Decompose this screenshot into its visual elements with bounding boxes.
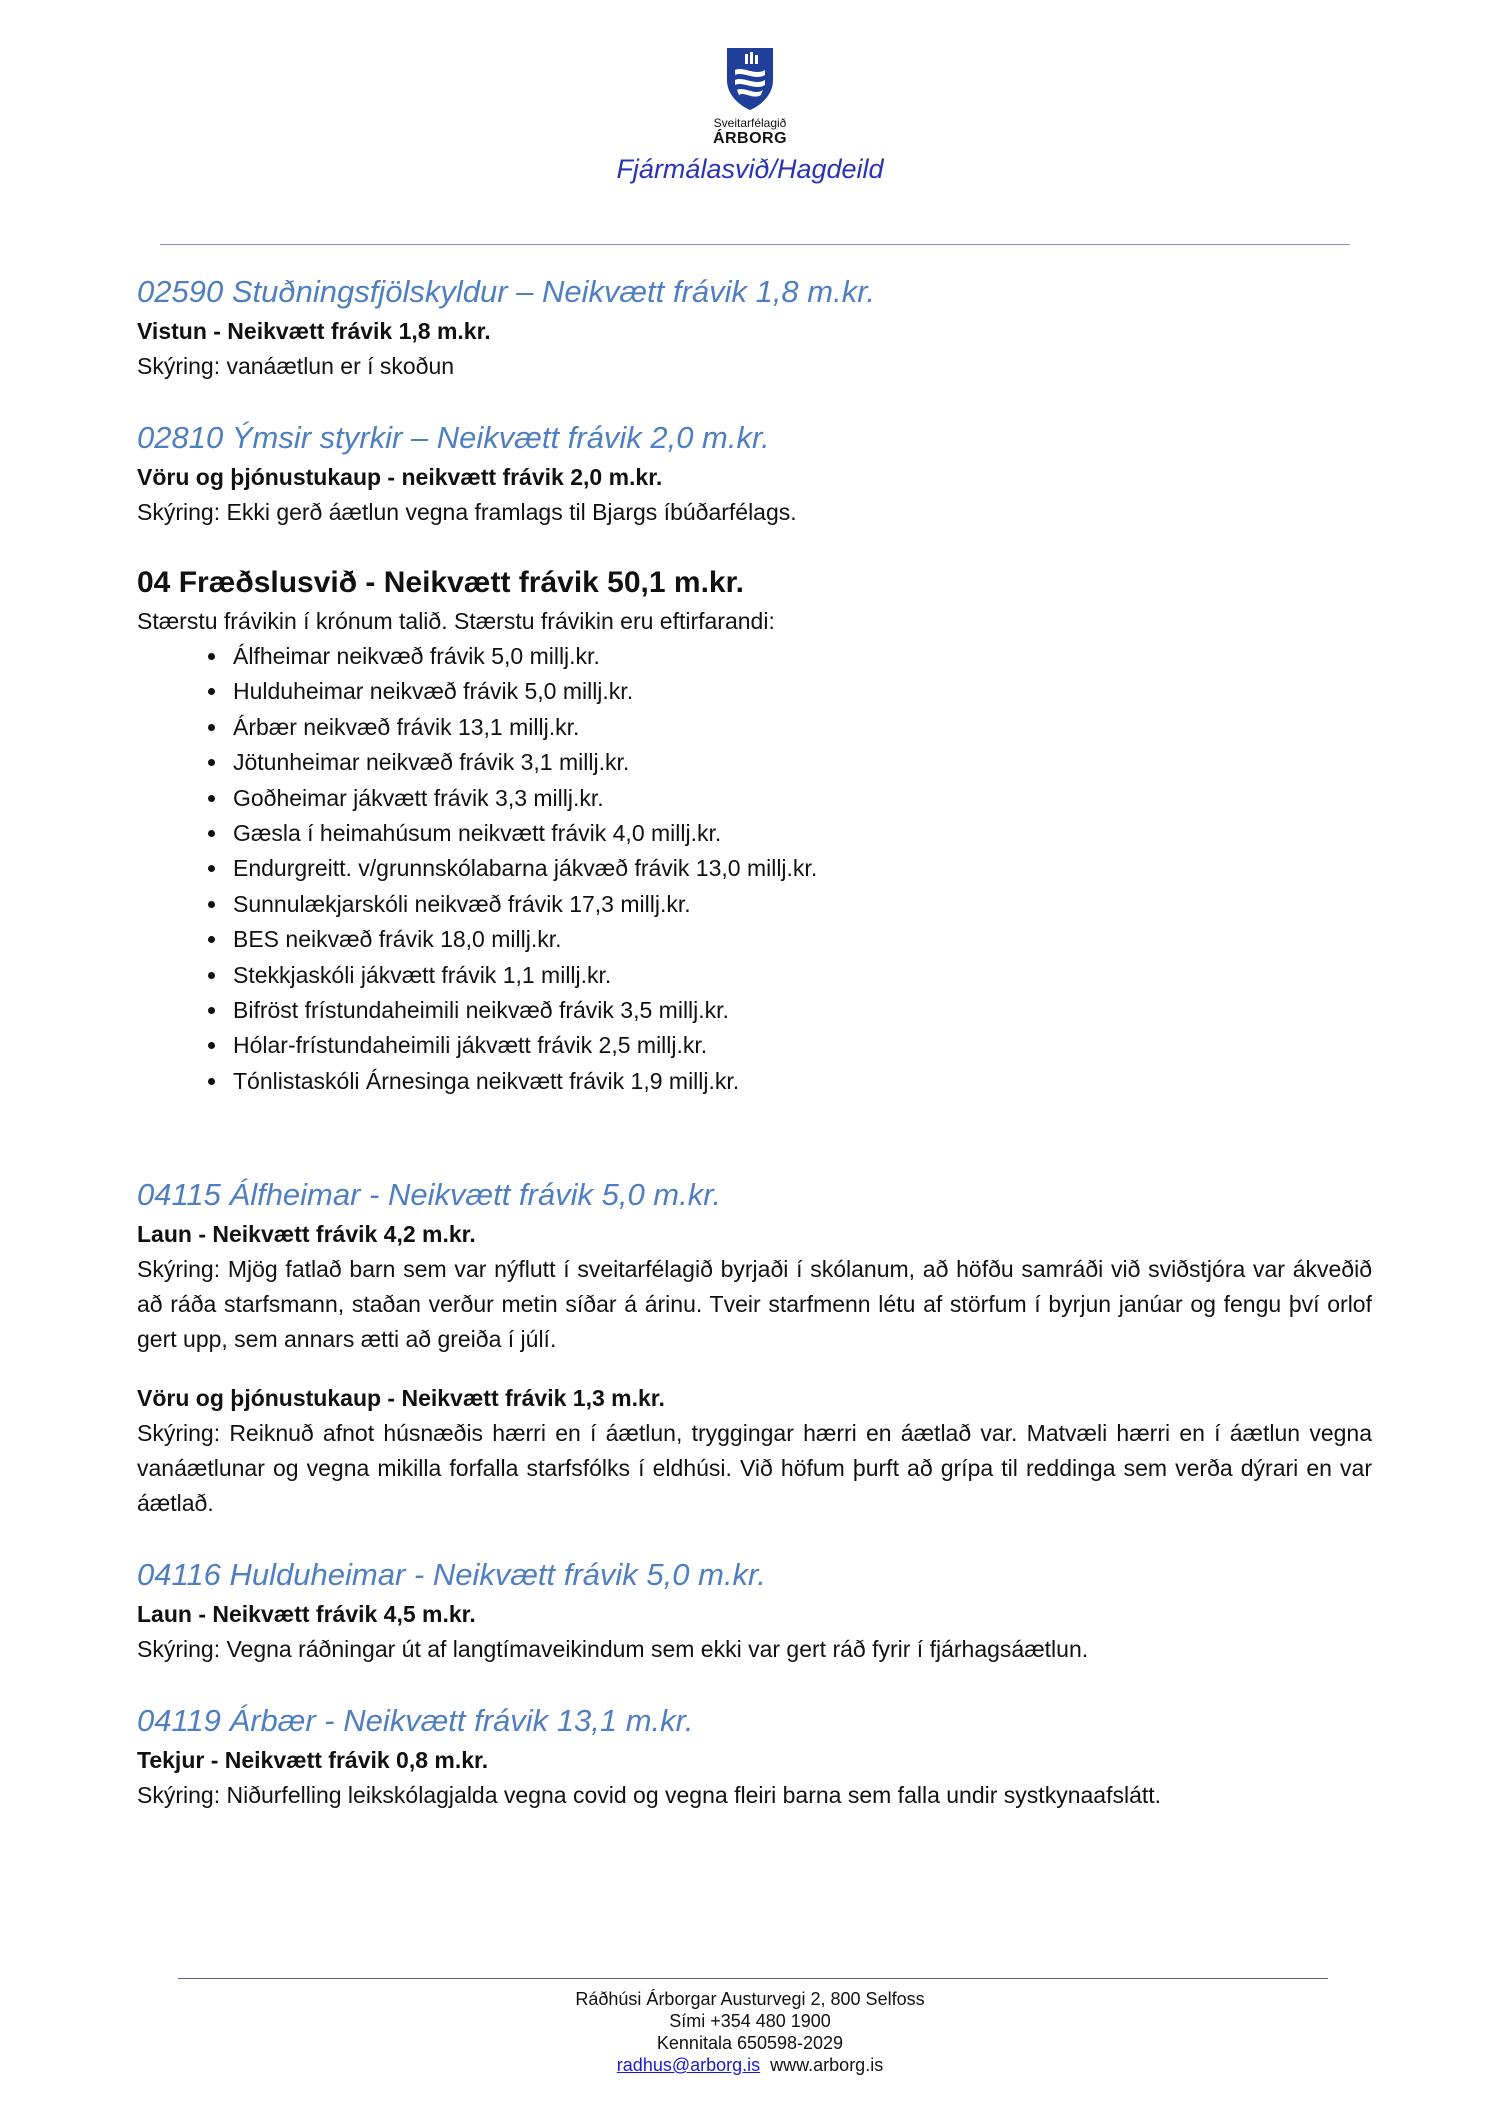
section-heading: 04119 Árbær - Neikvætt frávik 13,1 m.kr. — [137, 1703, 694, 1739]
municipal-crest-icon — [725, 46, 775, 112]
page-footer — [0, 1988, 1500, 2076]
org-name: ÁRBORG — [712, 130, 788, 147]
section-heading: 02590 Stuðningsfjölskyldur – Neikvætt frávik 1,8 m.kr. — [137, 274, 876, 309]
page-header — [0, 46, 1500, 185]
list-item: • Árbær neikvæð frávik 13,1 millj.kr. — [229, 710, 1372, 745]
list-item: • Hólar-frístundaheimili jákvætt frávik 2,5 millj.kr. — [229, 1028, 1372, 1063]
list-item: • BES neikvæð frávik 18,0 millj.kr. — [229, 922, 1372, 957]
deviation-list — [137, 639, 1372, 1099]
header-divider — [160, 244, 1350, 245]
list-item: • Bifröst frístundaheimili neikvæð frávik 3,5 millj.kr. — [229, 993, 1372, 1028]
subheading: Vöru og þjónustukaup - Neikvætt frávik 1,3 m.kr. — [137, 1385, 665, 1412]
explanation-text: Skýring: Niðurfelling leikskólagjalda vegna covid og vegna fleiri barna sem falla undir systkynaafslátt. — [137, 1782, 1162, 1809]
list-item: • Álfheimar neikvæð frávik 5,0 millj.kr. — [229, 639, 1372, 674]
section-heading: 04116 Hulduheimar - Neikvætt frávik 5,0 m.kr. — [137, 1557, 766, 1593]
explanation-text: Skýring: Ekki gerð áætlun vegna framlags til Bjargs íbúðarfélags. — [137, 499, 797, 525]
section-heading: 04115 Álfheimar - Neikvætt frávik 5,0 m.kr. — [137, 1177, 722, 1213]
subheading: Laun - Neikvætt frávik 4,5 m.kr. — [137, 1601, 476, 1628]
list-item: • Endurgreitt. v/grunnskólabarna jákvæð frávik 13,0 millj.kr. — [229, 851, 1372, 886]
website-text: www.arborg.is — [770, 2055, 884, 2075]
footer-address: Ráðhúsi Árborgar Austurvegi 2, 800 Selfoss — [575, 1989, 925, 2009]
list-item: • Gæsla í heimahúsum neikvætt frávik 4,0 millj.kr. — [229, 816, 1372, 851]
subheading: Vistun - Neikvætt frávik 1,8 m.kr. — [137, 318, 491, 344]
section-heading: 04 Fræðslusvið - Neikvætt frávik 50,1 m.kr. — [137, 566, 744, 599]
document-body — [137, 270, 1372, 1813]
explanation-text: Skýring: Reiknuð afnot húsnæðis hærri en í áætlun, tryggingar hærri en áætlað var. Matvæli hærri en í áætlun vegna vanáætlunar og vegna mikilla forfalla starfsfólks í eldhúsi. Við höfum þurft að grípa til reddinga sem verða dýrari en var áætlað. — [137, 1420, 1372, 1517]
explanation-text: Skýring: Mjög fatlað barn sem var nýflutt í sveitarfélagið byrjaði í skólanum, að höfðu samráði við sviðstjóra var ákveðið að ráða starfsmann, staðan verður metin síðar á árinu. Tveir starfmenn létu af störfum í byrjun janúar og fengu því orlof gert upp, sem annars ætti að greiða í júlí. — [137, 1256, 1372, 1353]
list-item: • Jötunheimar neikvæð frávik 3,1 millj.kr. — [229, 745, 1372, 780]
email-link[interactable]: radhus@arborg.is — [616, 2055, 761, 2075]
section-heading: 02810 Ýmsir styrkir – Neikvætt frávik 2,0 m.kr. — [137, 420, 770, 455]
list-item: • Hulduheimar neikvæð frávik 5,0 millj.kr. — [229, 674, 1372, 709]
footer-phone: Sími +354 480 1900 — [669, 2011, 831, 2031]
explanation-text: Skýring: vanáætlun er í skoðun — [137, 353, 455, 379]
subheading: Vöru og þjónustukaup - neikvætt frávik 2,0 m.kr. — [137, 464, 663, 490]
footer-kennitala: Kennitala 650598-2029 — [656, 2033, 844, 2053]
list-item: • Tónlistaskóli Árnesinga neikvætt frávik 1,9 millj.kr. — [229, 1064, 1372, 1099]
list-item: • Sunnulækjarskóli neikvæð frávik 17,3 millj.kr. — [229, 887, 1372, 922]
org-name-small: Sveitarfélagið — [713, 116, 787, 130]
subheading: Laun - Neikvætt frávik 4,2 m.kr. — [137, 1221, 476, 1248]
intro-text: Stærstu frávikin í krónum talið. Stærstu frávikin eru eftirfarandi: — [137, 608, 775, 634]
subheading: Tekjur - Neikvætt frávik 0,8 m.kr. — [137, 1747, 489, 1774]
footer-divider — [178, 1978, 1328, 1979]
list-item: • Goðheimar jákvætt frávik 3,3 millj.kr. — [229, 781, 1372, 816]
explanation-text: Skýring: Vegna ráðningar út af langtímaveikindum sem ekki var gert ráð fyrir í fjárhagsáætlun. — [137, 1636, 1089, 1663]
list-item: • Stekkjaskóli jákvætt frávik 1,1 millj.kr. — [229, 958, 1372, 993]
department-title: Fjármálasvið/Hagdeild — [616, 154, 884, 184]
footer-contact — [0, 2054, 1500, 2076]
